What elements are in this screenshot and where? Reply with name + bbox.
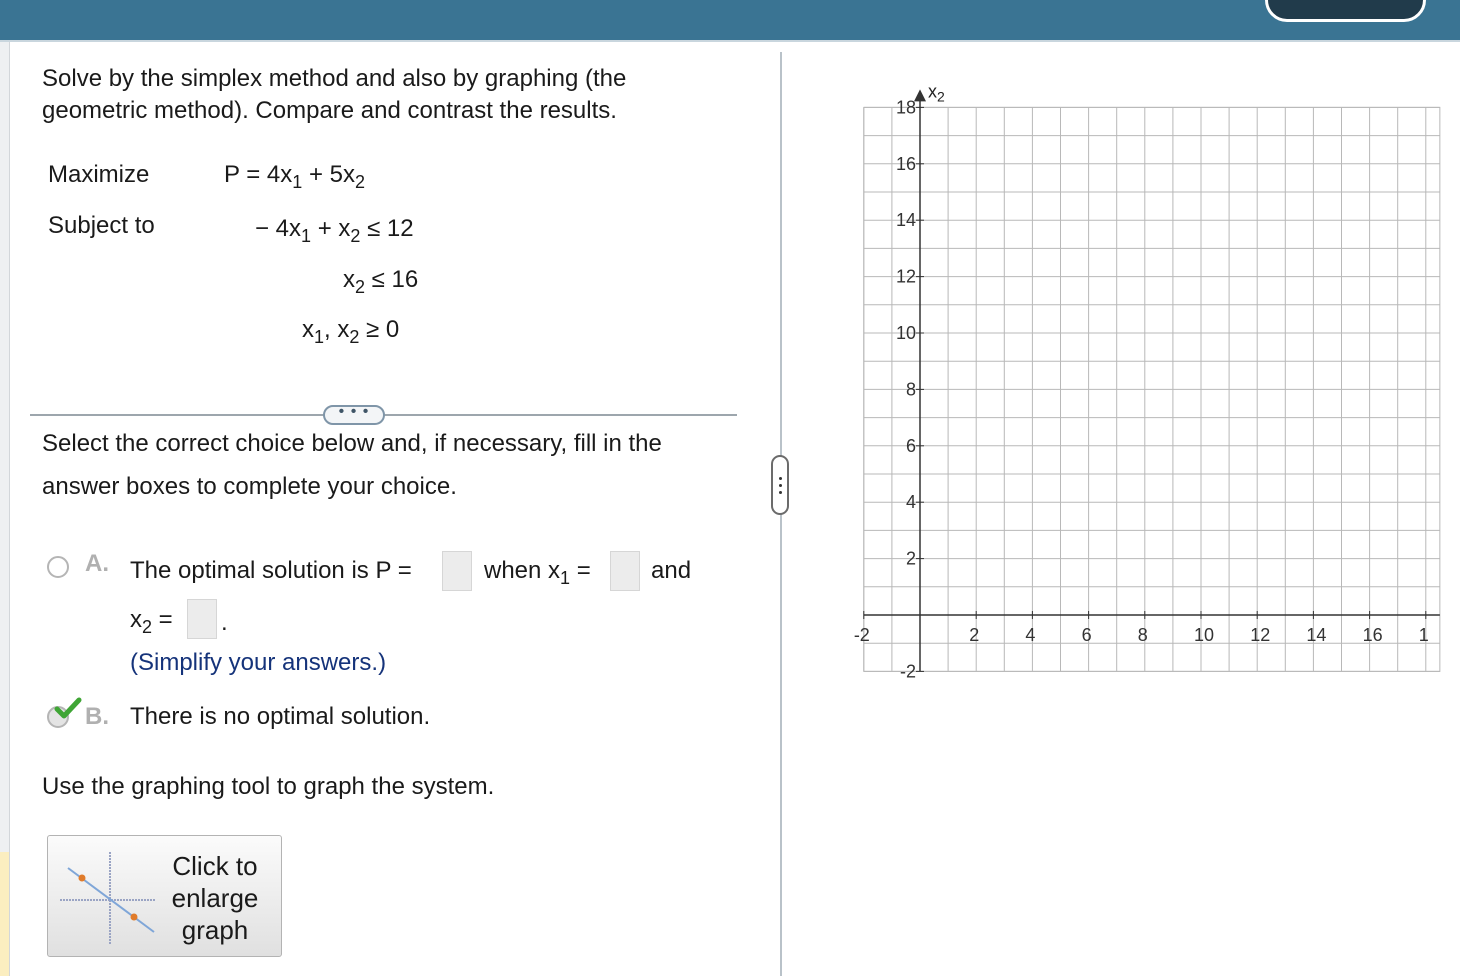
top-bar-border: [0, 40, 1460, 42]
x-tick-label: 1: [1418, 625, 1429, 645]
constraint-2: $x_2 \le 16$: [343, 266, 419, 297]
choice-a-x2-label: $x_2$ =: [130, 606, 173, 637]
objective-function: $P = 4x_1 + 5x_2$: [224, 161, 366, 192]
panel-resize-handle[interactable]: [771, 455, 789, 515]
y-tick-label: 4: [905, 492, 916, 513]
instruction-text: answer boxes to complete your choice.: [42, 473, 457, 500]
choice-a-when: when $x_1$ =: [484, 557, 591, 588]
x-tick-label: 12: [1250, 625, 1271, 645]
y-tick-label: 10: [895, 323, 916, 343]
coordinate-graph[interactable]: [853, 60, 1460, 700]
x-tick-label: 8: [1137, 625, 1148, 645]
x-tick-label: 2: [969, 625, 980, 645]
y-tick-label: 6: [905, 435, 916, 456]
y-tick-label: 18: [895, 97, 916, 118]
maximize-label: Maximize: [48, 161, 150, 188]
constraint-nonnegativity: $x_1$, $x_2 \ge 0$: [302, 316, 400, 347]
simplify-hint: (Simplify your answers.): [130, 649, 387, 676]
y-tick-label: -2: [899, 661, 916, 682]
graph-thumbnail-icon: [58, 846, 158, 946]
x-tick-label: 16: [1362, 625, 1383, 645]
top-bar: [0, 0, 1460, 40]
header-button[interactable]: [1265, 0, 1426, 22]
instruction-clipped: Select the correct choice below and, if necessary, fill in the: [42, 430, 662, 457]
y-tick-label: 14: [895, 210, 916, 231]
y-tick-label: 8: [905, 379, 916, 400]
y-tick-label: 2: [905, 548, 916, 569]
p-answer-box[interactable]: [442, 551, 472, 591]
choice-b-letter: B.: [85, 703, 109, 730]
choice-a-letter: A.: [85, 550, 109, 577]
x1-answer-box[interactable]: [610, 551, 640, 591]
choice-a-radio[interactable]: [47, 556, 69, 578]
x2-answer-box[interactable]: [187, 599, 217, 639]
choice-a-and: and: [651, 557, 692, 584]
left-edge-highlight: [0, 852, 9, 976]
x-tick-label: 14: [1306, 625, 1327, 645]
more-options-button[interactable]: • • •: [323, 405, 385, 425]
left-edge-strip: [0, 42, 10, 976]
enlarge-graph-button[interactable]: [47, 835, 282, 957]
y-tick-label: 16: [895, 153, 916, 174]
y-tick-label: 12: [895, 266, 916, 287]
constraint-1: − $4x_1 + x_2 \le 12$: [255, 215, 414, 246]
x-tick-label: 10: [1194, 625, 1215, 645]
choice-a-period: .: [221, 609, 228, 636]
x-tick-label: -2: [853, 625, 870, 645]
enlarge-graph-label: Click to enlarge graph: [171, 851, 259, 945]
graph-instruction: Use the graphing tool to graph the system.: [42, 773, 495, 800]
x-tick-label: 4: [1025, 625, 1036, 645]
choice-b-text: There is no optimal solution.: [130, 703, 431, 730]
x-tick-label: 6: [1081, 625, 1092, 645]
subject-to-label: Subject to: [48, 212, 155, 239]
problem-instructions: Solve by the simplex method and also by graphing (the geometric method). Compare and contrast the results.: [42, 65, 627, 124]
checkmark-icon: [54, 696, 82, 722]
y-axis-label: $x_2$: [928, 81, 945, 105]
choice-a-text: The optimal solution is P =: [130, 557, 412, 584]
